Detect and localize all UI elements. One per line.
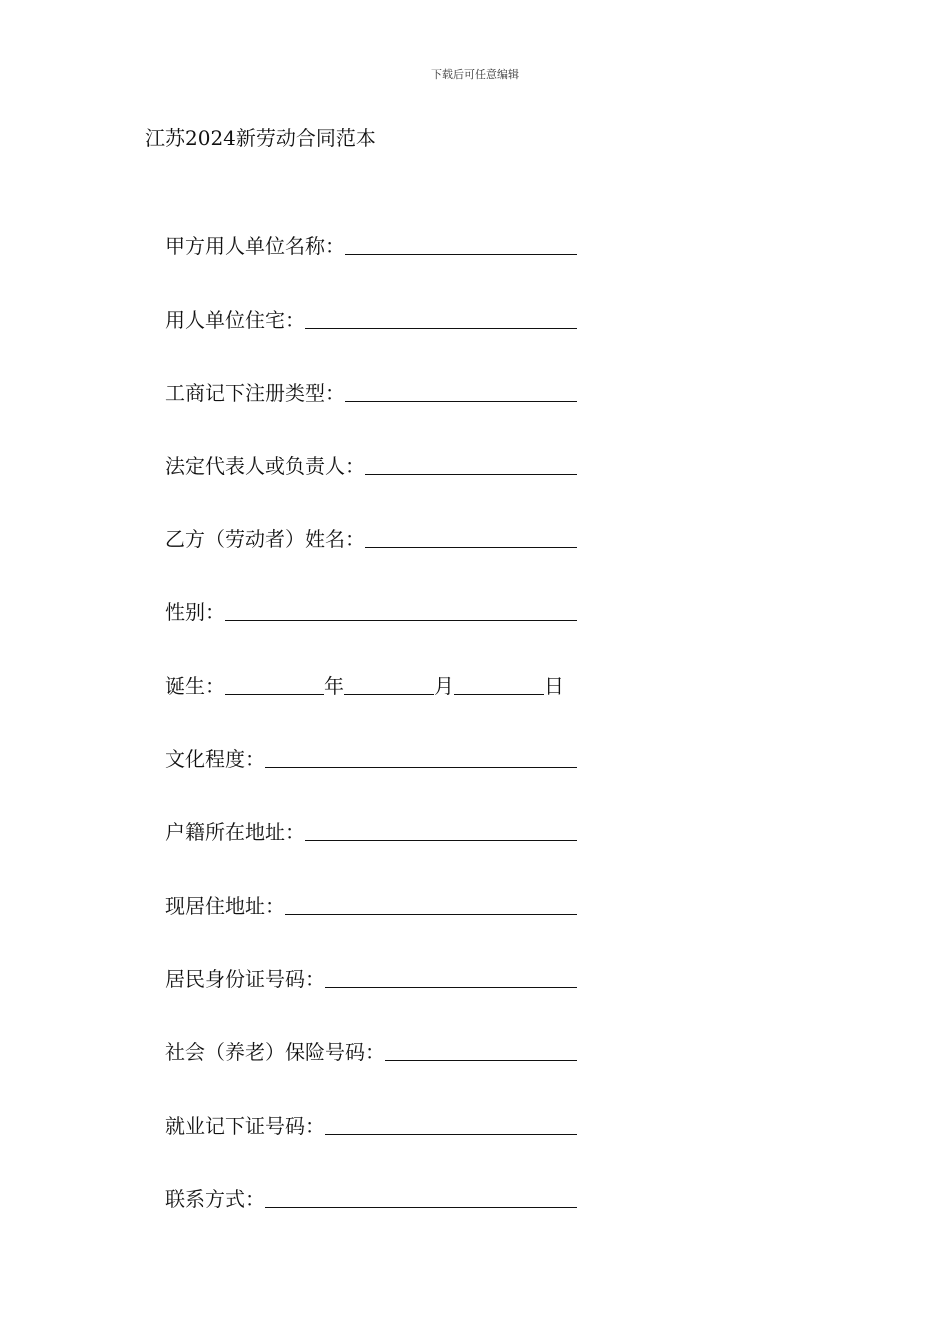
field-label: 文化程度： <box>165 747 265 771</box>
blank-line[interactable] <box>385 1060 577 1061</box>
field-label: 现居住地址： <box>165 894 285 918</box>
birth-month-unit: 月 <box>434 674 454 698</box>
field-social-insurance-number <box>165 1038 577 1064</box>
field-employer-name <box>165 232 577 258</box>
birth-year-blank[interactable] <box>225 694 324 695</box>
header-note: 下载后可任意编辑 <box>431 68 519 81</box>
field-label: 性别： <box>165 600 225 624</box>
field-label: 乙方（劳动者）姓名： <box>165 527 365 551</box>
field-current-address <box>165 892 577 918</box>
field-label: 联系方式： <box>165 1187 265 1211</box>
document-title: 江苏2024新劳动合同范本 <box>145 126 376 150</box>
blank-line[interactable] <box>365 474 577 475</box>
birth-day-blank[interactable] <box>454 694 544 695</box>
field-education-level <box>165 745 577 771</box>
field-birth-date <box>165 672 577 698</box>
field-label: 法定代表人或负责人： <box>165 454 365 478</box>
blank-line[interactable] <box>325 1134 577 1135</box>
field-label: 诞生： <box>165 674 225 698</box>
field-label: 工商记下注册类型： <box>165 381 345 405</box>
field-label: 社会（养老）保险号码： <box>165 1040 385 1064</box>
field-legal-representative <box>165 452 577 478</box>
field-label: 户籍所在地址： <box>165 820 305 844</box>
field-contact <box>165 1185 577 1211</box>
blank-line[interactable] <box>265 767 577 768</box>
blank-line[interactable] <box>345 401 577 402</box>
blank-line[interactable] <box>265 1207 577 1208</box>
blank-line[interactable] <box>225 620 577 621</box>
blank-line[interactable] <box>305 840 577 841</box>
field-employer-address <box>165 306 577 332</box>
birth-month-blank[interactable] <box>344 694 434 695</box>
field-label: 居民身份证号码： <box>165 967 325 991</box>
field-household-address <box>165 818 577 844</box>
field-employment-registration-number <box>165 1112 577 1138</box>
field-gender <box>165 598 577 624</box>
field-label: 用人单位住宅： <box>165 308 305 332</box>
field-id-number <box>165 965 577 991</box>
birth-year-unit: 年 <box>324 674 344 698</box>
field-label: 甲方用人单位名称： <box>165 234 345 258</box>
birth-day-unit: 日 <box>544 674 564 698</box>
blank-line[interactable] <box>325 987 577 988</box>
blank-line[interactable] <box>365 547 577 548</box>
field-employee-name <box>165 525 577 551</box>
field-business-registration-type <box>165 379 577 405</box>
blank-line[interactable] <box>305 328 577 329</box>
field-label: 就业记下证号码： <box>165 1114 325 1138</box>
blank-line[interactable] <box>345 254 577 255</box>
blank-line[interactable] <box>285 914 577 915</box>
